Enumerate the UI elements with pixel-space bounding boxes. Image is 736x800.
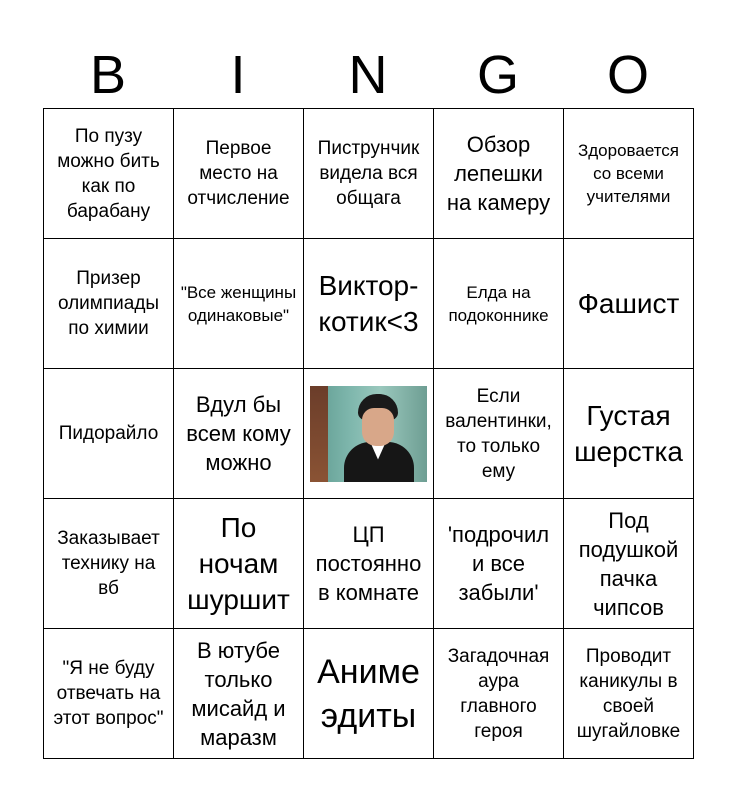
- bingo-cell[interactable]: [44, 239, 174, 369]
- cell-text: Густая шерстка: [574, 399, 683, 467]
- header-letter-i: I: [230, 45, 246, 105]
- bingo-cell[interactable]: [44, 629, 174, 759]
- cell-text: По пузу можно бить как по барабану: [57, 125, 160, 222]
- cell-text: Загадочная аура главного героя: [447, 645, 550, 742]
- header-letter-b: B: [89, 45, 127, 105]
- bingo-cell[interactable]: [304, 499, 434, 629]
- bingo-cell[interactable]: [174, 499, 304, 629]
- bingo-cell[interactable]: [434, 629, 564, 759]
- cell-text: Аниме эдиты: [317, 652, 420, 735]
- cell-text: Пиструнчик видела вся общага: [317, 138, 420, 209]
- cell-text: Под подушкой пачка чипсов: [578, 507, 679, 620]
- cell-text: Елда на подоконнике: [448, 282, 549, 325]
- bingo-cell[interactable]: [564, 369, 694, 499]
- bingo-cell[interactable]: [304, 239, 434, 369]
- bingo-header: [43, 42, 693, 108]
- cell-text: Если валентинки, то только ему: [445, 385, 552, 482]
- bingo-cell[interactable]: [174, 239, 304, 369]
- header-letter-g: G: [476, 45, 519, 105]
- cell-text: Первое место на отчисление: [187, 138, 290, 209]
- header-letter-o: O: [606, 45, 649, 105]
- cell-text: Заказывает технику на вб: [57, 528, 160, 599]
- cell-text: ЦП постоянно в комнате: [315, 522, 422, 605]
- cell-text: Обзор лепешки на камеру: [446, 132, 551, 215]
- bingo-cell[interactable]: [174, 629, 304, 759]
- bingo-cell[interactable]: [304, 109, 434, 239]
- bingo-cell[interactable]: [564, 239, 694, 369]
- cell-text: Фашист: [577, 287, 680, 319]
- cell-text: Пидорайло: [58, 423, 159, 444]
- bingo-cell[interactable]: [174, 369, 304, 499]
- cell-text: "Я не буду отвечать на этот вопрос": [53, 658, 164, 729]
- cell-text: Вдул бы всем кому можно: [186, 392, 291, 475]
- bingo-cell[interactable]: [174, 109, 304, 239]
- cell-text: "Все женщины одинаковые": [180, 282, 297, 325]
- bingo-cell[interactable]: [304, 629, 434, 759]
- cell-text: Призер олимпиады по химии: [57, 268, 160, 339]
- photo-door: [310, 386, 328, 482]
- bingo-cell[interactable]: [564, 499, 694, 629]
- header-letter-n: N: [348, 45, 388, 105]
- cell-text: Виктор-котик<3: [318, 269, 419, 337]
- cell-text: Здоровается со всеми учителями: [577, 141, 680, 206]
- portrait-photo: [310, 386, 427, 482]
- bingo-cell[interactable]: [44, 109, 174, 239]
- cell-text: По ночам шуршит: [187, 511, 290, 615]
- bingo-cell[interactable]: [434, 109, 564, 239]
- cell-text: Проводит каникулы в своей шугайловке: [576, 645, 681, 742]
- bingo-cell[interactable]: [434, 369, 564, 499]
- bingo-grid: [43, 108, 694, 759]
- photo-face: [362, 408, 394, 446]
- bingo-cell[interactable]: [44, 499, 174, 629]
- bingo-cell[interactable]: [44, 369, 174, 499]
- bingo-cell[interactable]: [434, 239, 564, 369]
- cell-text: В ютубе только мисайд и маразм: [191, 637, 286, 750]
- bingo-cell[interactable]: [434, 499, 564, 629]
- cell-text: 'подрочил и все забыли': [447, 522, 550, 605]
- bingo-cell[interactable]: [564, 109, 694, 239]
- bingo-cell[interactable]: [564, 629, 694, 759]
- bingo-cell-free-photo[interactable]: [304, 369, 434, 499]
